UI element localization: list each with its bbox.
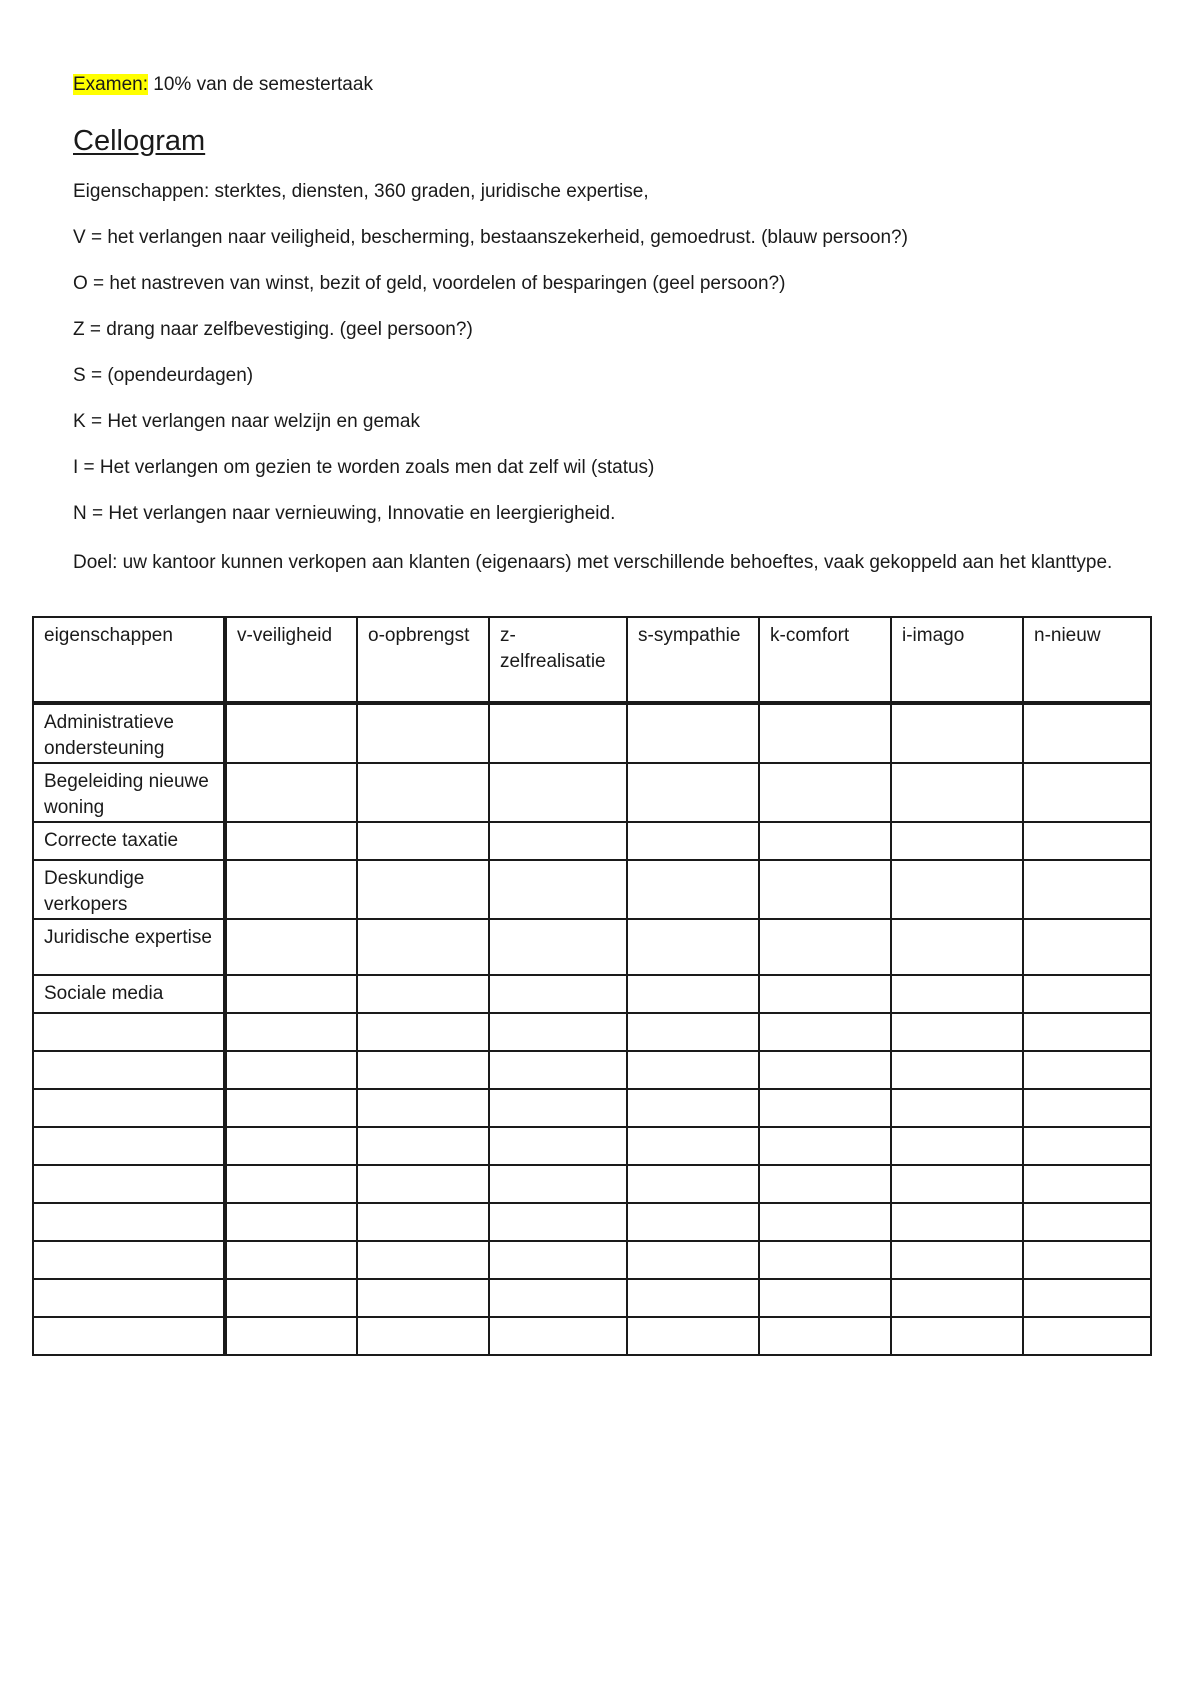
header-k-comfort: k-comfort <box>759 617 891 703</box>
table-cell <box>759 1241 891 1279</box>
table-row <box>33 822 1151 860</box>
header-v-veiligheid: v-veiligheid <box>225 617 357 703</box>
table-cell <box>627 1013 759 1051</box>
table-cell <box>627 860 759 919</box>
table-cell <box>1023 1127 1151 1165</box>
table-cell <box>1023 822 1151 860</box>
table-cell <box>357 1241 489 1279</box>
header-eigenschappen: eigenschappen <box>33 617 225 703</box>
table-cell <box>225 822 357 860</box>
table-cell <box>1023 1203 1151 1241</box>
table-row <box>33 1051 1151 1089</box>
table-cell <box>1023 763 1151 822</box>
table-cell <box>891 1165 1023 1203</box>
table-cell <box>225 975 357 1013</box>
table-cell <box>357 1203 489 1241</box>
table-cell <box>1023 1089 1151 1127</box>
row-label-cell <box>33 1127 225 1165</box>
header-o-opbrengst: o-opbrengst <box>357 617 489 703</box>
table-cell <box>357 1279 489 1317</box>
properties-line: Eigenschappen: sterktes, diensten, 360 graden, juridische expertise, <box>73 181 649 202</box>
table-cell <box>357 1089 489 1127</box>
table-row <box>33 1203 1151 1241</box>
table-cell <box>225 1051 357 1089</box>
table-cell <box>357 763 489 822</box>
cellogram-table <box>32 616 1152 1356</box>
table-cell <box>891 1127 1023 1165</box>
table-cell <box>891 1279 1023 1317</box>
table-cell <box>759 822 891 860</box>
table-cell <box>891 1317 1023 1355</box>
row-label-cell: Correcte taxatie <box>33 822 225 860</box>
table-cell <box>1023 975 1151 1013</box>
row-label-cell <box>33 1089 225 1127</box>
table-cell <box>627 703 759 763</box>
table-cell <box>225 1165 357 1203</box>
table-cell <box>1023 1051 1151 1089</box>
table-cell <box>759 975 891 1013</box>
table-cell <box>1023 1279 1151 1317</box>
table-cell <box>225 1013 357 1051</box>
table-cell <box>759 1203 891 1241</box>
table-cell <box>759 1051 891 1089</box>
row-label-cell: Begeleiding nieuwe woning <box>33 763 225 822</box>
row-label-cell <box>33 1165 225 1203</box>
table-cell <box>1023 1241 1151 1279</box>
table-cell <box>891 919 1023 975</box>
exam-text: 10% van de semestertaak <box>147 74 373 95</box>
row-label-cell <box>33 1051 225 1089</box>
table-cell <box>489 763 627 822</box>
table-cell <box>489 1165 627 1203</box>
table-cell <box>1023 860 1151 919</box>
row-label-cell <box>33 1279 225 1317</box>
table-row <box>33 919 1151 975</box>
table-row <box>33 1317 1151 1355</box>
row-label-cell <box>33 1203 225 1241</box>
table-cell <box>759 1165 891 1203</box>
table-cell <box>489 1279 627 1317</box>
table-cell <box>759 763 891 822</box>
table-cell <box>759 1317 891 1355</box>
table-cell <box>759 1013 891 1051</box>
table-cell <box>627 1165 759 1203</box>
table-row <box>33 860 1151 919</box>
table-cell <box>357 703 489 763</box>
table-cell <box>357 975 489 1013</box>
table-cell <box>627 1279 759 1317</box>
table-cell <box>489 1203 627 1241</box>
table-cell <box>627 1051 759 1089</box>
table-cell <box>627 822 759 860</box>
definition-z: Z = drang naar zelfbevestiging. (geel persoon?) <box>73 319 473 340</box>
header-i-imago: i-imago <box>891 617 1023 703</box>
table-row <box>33 1013 1151 1051</box>
table-cell <box>891 763 1023 822</box>
table-cell <box>627 1241 759 1279</box>
table-cell <box>357 1165 489 1203</box>
header-n-nieuw: n-nieuw <box>1023 617 1151 703</box>
table-cell <box>1023 1317 1151 1355</box>
table-row <box>33 1089 1151 1127</box>
table-cell <box>759 919 891 975</box>
table-row <box>33 703 1151 763</box>
table-row <box>33 1279 1151 1317</box>
exam-line <box>73 74 373 96</box>
table-cell <box>627 1089 759 1127</box>
table-cell <box>1023 1013 1151 1051</box>
table-cell <box>225 1279 357 1317</box>
table-row <box>33 975 1151 1013</box>
table-cell <box>357 1127 489 1165</box>
table-cell <box>225 763 357 822</box>
table-cell <box>891 703 1023 763</box>
table-cell <box>891 1241 1023 1279</box>
definition-v: V = het verlangen naar veiligheid, bescherming, bestaanszekerheid, gemoedrust. (blauw persoon?) <box>73 227 908 248</box>
table-cell <box>225 919 357 975</box>
definition-o: O = het nastreven van winst, bezit of geld, voordelen of besparingen (geel persoon?) <box>73 273 786 294</box>
page-title: Cellogram <box>73 125 206 157</box>
goal-paragraph: Doel: uw kantoor kunnen verkopen aan klanten (eigenaars) met verschillende behoeftes, vaak gekoppeld aan het klanttype. <box>73 552 1113 573</box>
header-z-zelfrealisatie: z-zelfrealisatie <box>489 617 627 703</box>
table-cell <box>489 1013 627 1051</box>
table-cell <box>759 860 891 919</box>
definition-s: S = (opendeurdagen) <box>73 365 254 386</box>
table-cell <box>627 1317 759 1355</box>
table-cell <box>627 1127 759 1165</box>
table-cell <box>357 860 489 919</box>
table-cell <box>891 1203 1023 1241</box>
table-cell <box>1023 703 1151 763</box>
table-cell <box>357 822 489 860</box>
table-cell <box>489 703 627 763</box>
exam-label: Examen: <box>73 74 148 95</box>
table-row <box>33 763 1151 822</box>
table-cell <box>489 1051 627 1089</box>
table-cell <box>357 1317 489 1355</box>
table-cell <box>627 919 759 975</box>
row-label-cell <box>33 1241 225 1279</box>
table-cell <box>357 1013 489 1051</box>
table-row <box>33 1241 1151 1279</box>
table-header-row <box>33 617 1151 703</box>
table-cell <box>489 975 627 1013</box>
table-cell <box>759 1089 891 1127</box>
table-cell <box>489 860 627 919</box>
table-cell <box>1023 1165 1151 1203</box>
table-cell <box>489 919 627 975</box>
table-cell <box>225 703 357 763</box>
header-s-sympathie: s-sympathie <box>627 617 759 703</box>
definition-k: K = Het verlangen naar welzijn en gemak <box>73 411 420 432</box>
table-cell <box>489 1241 627 1279</box>
table-cell <box>891 860 1023 919</box>
table-cell <box>891 1089 1023 1127</box>
table-row <box>33 1165 1151 1203</box>
table-cell <box>225 1089 357 1127</box>
table-cell <box>225 860 357 919</box>
row-label-cell: Deskundige verkopers <box>33 860 225 919</box>
row-label-cell <box>33 1013 225 1051</box>
table-cell <box>225 1241 357 1279</box>
row-label-cell <box>33 1317 225 1355</box>
table-cell <box>759 703 891 763</box>
table-cell <box>225 1127 357 1165</box>
table-cell <box>357 1051 489 1089</box>
table-cell <box>627 763 759 822</box>
table-cell <box>489 1127 627 1165</box>
table-cell <box>627 975 759 1013</box>
table-cell <box>891 822 1023 860</box>
row-label-cell: Juridische expertise <box>33 919 225 975</box>
table-cell <box>891 975 1023 1013</box>
table-cell <box>357 919 489 975</box>
table-cell <box>225 1203 357 1241</box>
definition-n: N = Het verlangen naar vernieuwing, Innovatie en leergierigheid. <box>73 503 616 524</box>
table-cell <box>759 1279 891 1317</box>
table-cell <box>225 1317 357 1355</box>
table-row <box>33 1127 1151 1165</box>
table-cell <box>759 1127 891 1165</box>
table-cell <box>489 1089 627 1127</box>
definition-i: I = Het verlangen om gezien te worden zoals men dat zelf wil (status) <box>73 457 655 478</box>
table-cell <box>891 1013 1023 1051</box>
table-cell <box>489 1317 627 1355</box>
table-cell <box>489 822 627 860</box>
table-cell <box>627 1203 759 1241</box>
table-cell <box>891 1051 1023 1089</box>
table-cell <box>1023 919 1151 975</box>
row-label-cell: Sociale media <box>33 975 225 1013</box>
row-label-cell: Administratieve ondersteuning <box>33 703 225 763</box>
